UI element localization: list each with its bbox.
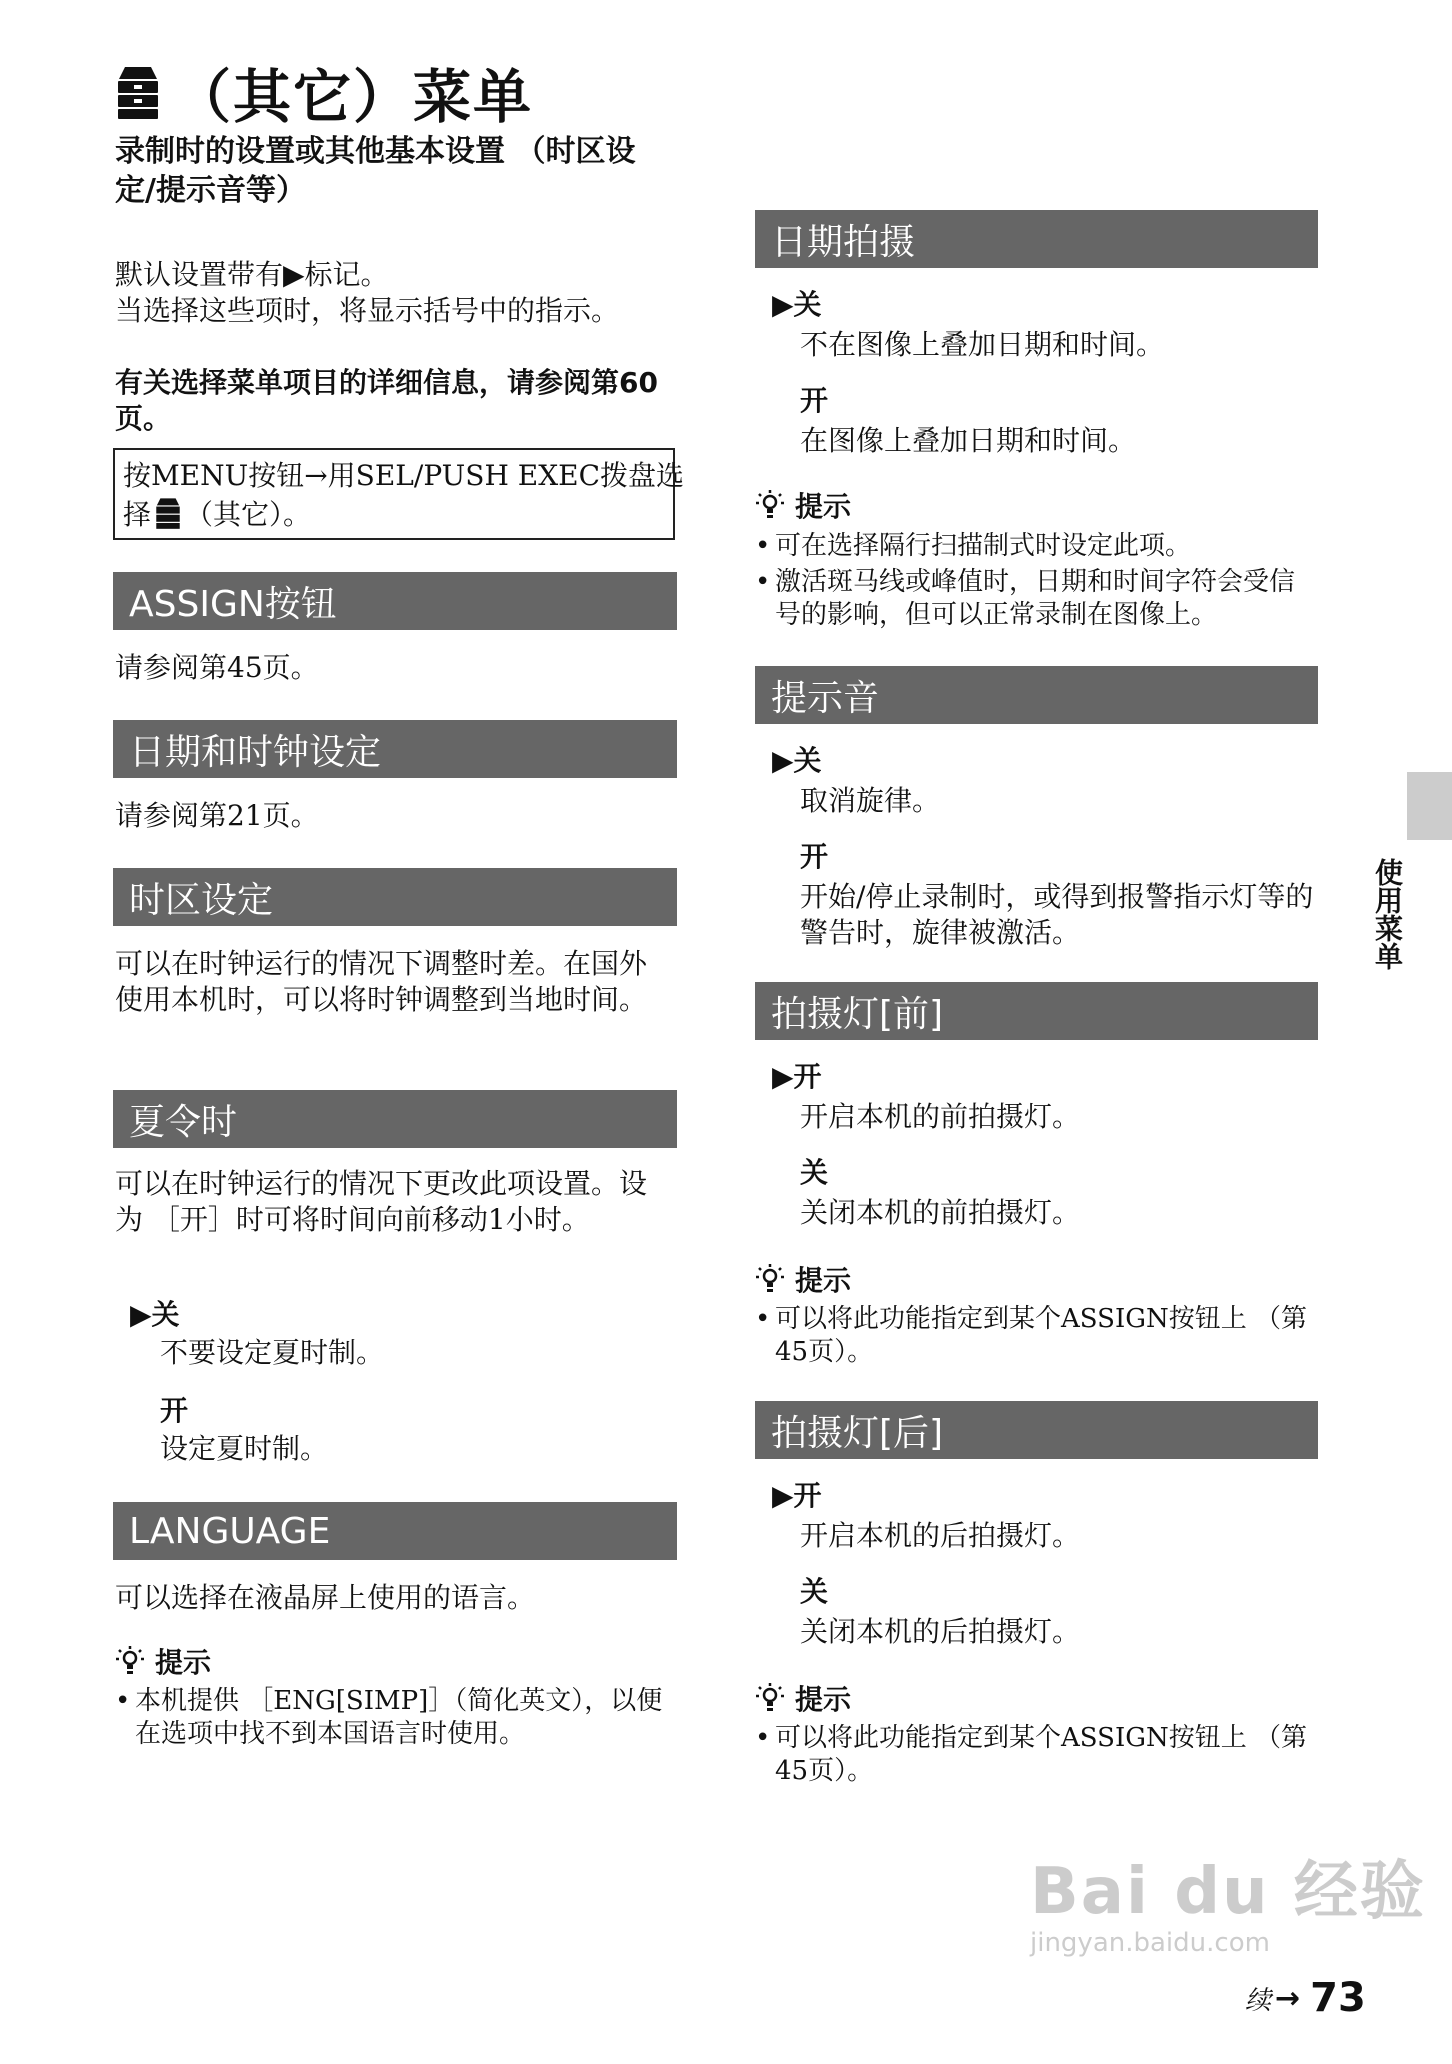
intro-reference: 有关选择菜单项目的详细信息，请参阅第60页。	[115, 366, 658, 435]
watermark	[1030, 1840, 1426, 1958]
chapter-side-tab	[1407, 772, 1452, 840]
rear-light-option-off-label: 关	[800, 1575, 829, 1608]
lightbulb-icon	[755, 488, 785, 522]
tip-label: 提示	[155, 1646, 212, 1679]
section-heading-text: LANGUAGE	[129, 1510, 331, 1552]
rear-light-tip-heading	[755, 1678, 851, 1718]
beep-option-on-label: 开	[800, 840, 829, 873]
front-light-tip-heading	[755, 1259, 851, 1299]
rear-light-option-on-desc: 开启本机的后拍摄灯。	[800, 1519, 1081, 1552]
page-title: （其它）菜单	[173, 63, 534, 131]
rear-light-option-off-desc: 关闭本机的后拍摄灯。	[800, 1615, 1081, 1648]
dst-option-on-label: 开	[160, 1394, 189, 1427]
dst-option-off-label: ▶关	[130, 1298, 180, 1331]
tip-label: 提示	[795, 1683, 852, 1716]
date-rec-tip-heading	[755, 485, 851, 525]
lightbulb-icon	[115, 1644, 145, 1678]
section-heading-date-rec	[755, 210, 1318, 268]
assign-text: 请参阅第45页。	[115, 651, 319, 684]
tip-text: 激活斑马线或峰值时，日期和时间字符会受信号的影响，但可以正常录制在图像上。	[775, 567, 1296, 630]
watermark-brand: Bai du 经验	[1030, 1855, 1426, 1929]
instruction-line-2	[123, 495, 665, 534]
dst-option-on-desc: 设定夏时制。	[160, 1432, 329, 1465]
rear-light-tip-item: • 可以将此功能指定到某个ASSIGN按钮上 （第45页）。	[755, 1722, 1317, 1788]
language-tip-item: • 本机提供 ［ENG[SIMP]］（简化英文），以便在选项中找不到本国语言时使用。	[115, 1685, 675, 1751]
instruction-line-2-prefix: 择	[123, 498, 152, 531]
intro-default-mark: 默认设置带有▶标记。	[115, 258, 389, 291]
section-heading-text: 时区设定	[129, 879, 274, 921]
tip-label: 提示	[795, 490, 852, 523]
chapter-side-label: 使用菜单	[1371, 858, 1404, 970]
date-rec-option-on-label: 开	[800, 384, 829, 417]
page-footer	[1245, 1975, 1366, 2021]
dst-text: 可以在时钟运行的情况下更改此项设置。设为 ［开］时可将时间向前移动1小时。	[115, 1167, 648, 1236]
tip-text: 本机提供 ［ENG[SIMP]］（简化英文），以便在选项中找不到本国语言时使用。	[135, 1686, 663, 1749]
section-heading-language	[113, 1502, 677, 1560]
rear-light-option-on-label: ▶开	[772, 1479, 822, 1512]
section-heading-rear-light	[755, 1401, 1318, 1459]
beep-option-on-desc: 开始/停止录制时，或得到报警指示灯等的警告时，旋律被激活。	[800, 880, 1314, 949]
date-rec-option-off-label: ▶关	[772, 288, 822, 321]
section-heading-assign	[113, 572, 677, 630]
date-clock-text: 请参阅第21页。	[115, 799, 319, 832]
dst-option-off-desc: 不要设定夏时制。	[160, 1336, 385, 1369]
lightbulb-icon	[755, 1262, 785, 1296]
page-subtitle: 录制时的设置或其他基本设置 （时区设定/提示音等）	[115, 134, 636, 208]
page-title-row	[115, 52, 533, 132]
instruction-line-2-suffix: （其它）。	[185, 498, 312, 531]
toolbox-icon	[154, 496, 182, 530]
toolbox-icon	[115, 63, 161, 121]
continued-label: 续	[1245, 1985, 1272, 2016]
section-heading-timezone	[113, 868, 677, 926]
date-rec-tip-item-2: • 激活斑马线或峰值时，日期和时间字符会受信号的影响，但可以正常录制在图像上。	[755, 566, 1315, 632]
section-heading-text: 日期和时钟设定	[129, 731, 382, 773]
front-light-tip-item: • 可以将此功能指定到某个ASSIGN按钮上 （第45页）。	[755, 1303, 1317, 1369]
section-heading-beep	[755, 666, 1318, 724]
date-rec-option-off-desc: 不在图像上叠加日期和时间。	[800, 328, 1165, 361]
tip-text: 可以将此功能指定到某个ASSIGN按钮上 （第45页）。	[775, 1304, 1307, 1367]
front-light-option-off-desc: 关闭本机的前拍摄灯。	[800, 1196, 1081, 1229]
section-heading-text: 提示音	[771, 677, 880, 719]
language-text: 可以选择在液晶屏上使用的语言。	[115, 1581, 536, 1614]
section-heading-dst	[113, 1090, 677, 1148]
front-light-option-off-label: 关	[800, 1156, 829, 1189]
watermark-url: jingyan.baidu.com	[1030, 1928, 1270, 1958]
beep-option-off-label: ▶关	[772, 744, 822, 777]
tip-text: 可以将此功能指定到某个ASSIGN按钮上 （第45页）。	[775, 1723, 1307, 1786]
tip-text: 可在选择隔行扫描制式时设定此项。	[775, 531, 1192, 561]
instruction-line-1: 按MENU按钮→用SEL/PUSH EXEC拨盘选	[123, 459, 684, 492]
beep-option-off-desc: 取消旋律。	[800, 784, 941, 817]
section-heading-text: 日期拍摄	[771, 221, 916, 263]
continue-arrow-icon: →	[1275, 1980, 1301, 2016]
timezone-text: 可以在时钟运行的情况下调整时差。在国外使用本机时，可以将时钟调整到当地时间。	[115, 947, 648, 1016]
tip-label: 提示	[795, 1264, 852, 1297]
front-light-option-on-label: ▶开	[772, 1060, 822, 1093]
section-heading-front-light	[755, 982, 1318, 1040]
section-heading-text: ASSIGN按钮	[129, 583, 337, 625]
front-light-option-on-desc: 开启本机的前拍摄灯。	[800, 1100, 1081, 1133]
section-heading-text: 拍摄灯[后]	[771, 1412, 944, 1454]
section-heading-date-clock	[113, 720, 677, 778]
date-rec-tip-item-1: • 可在选择隔行扫描制式时设定此项。	[755, 531, 1192, 561]
date-rec-option-on-desc: 在图像上叠加日期和时间。	[800, 424, 1137, 457]
page-number: 73	[1310, 1975, 1366, 2021]
instruction-box	[113, 448, 684, 540]
section-heading-text: 夏令时	[129, 1101, 238, 1143]
intro-display-note: 当选择这些项时，将显示括号中的指示。	[115, 294, 620, 327]
language-tip-heading	[115, 1641, 211, 1681]
section-heading-text: 拍摄灯[前]	[771, 993, 944, 1035]
lightbulb-icon	[755, 1681, 785, 1715]
